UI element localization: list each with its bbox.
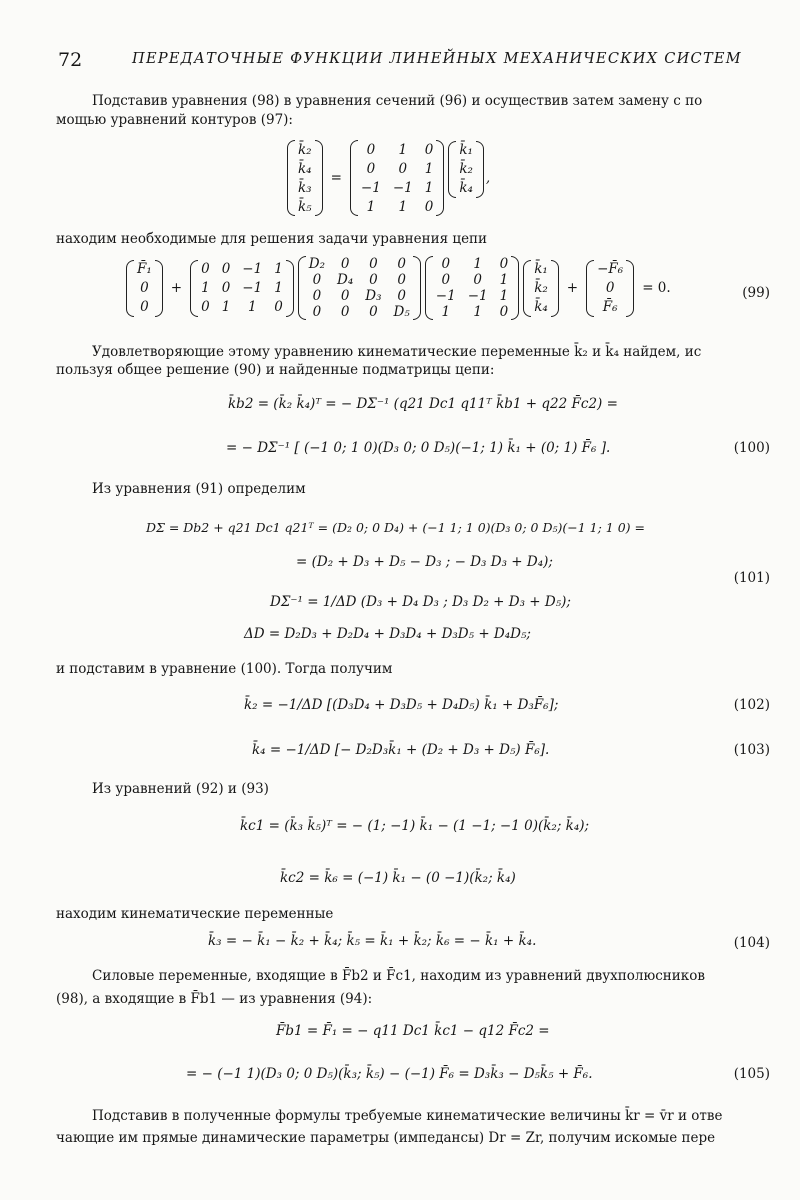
paragraph-7: находим кинематические переменные (56, 906, 334, 922)
equation-kc1: k̄c1 = (k̄₃ k̄₅)ᵀ = − (1; −1) k̄₁ − (1 −1; −1 0)(k̄₂; k̄₄); (240, 818, 590, 834)
equation-103: k̄₄ = −1/ΔD [− D₂D₃k̄₁ + (D₂ + D₃ + D₅) F̄₆]. (252, 742, 550, 758)
q_contour-cell: 0 (499, 304, 509, 320)
paragraph-4: Из уравнения (91) определим (92, 481, 306, 497)
equation-kc2: k̄c2 = k̄₆ = (−1) k̄₁ − (0 −1)(k̄₂; k̄₄) (280, 870, 516, 886)
paragraph-8-line-2: (98), а входящие в F̄b1 — из уравнения (94): (56, 991, 373, 1007)
q_contour-cell: 0 (424, 141, 434, 158)
q_contour-cell: 0 (424, 198, 434, 215)
paragraph-5: и подставим в уравнение (100). Тогда получим (56, 661, 393, 677)
q_cut-cell: 0 (221, 280, 231, 296)
paragraph-9-line-2: чающие им прямые динамические параметры (импедансы) Dr = Zr, получим искомые пере (56, 1130, 716, 1146)
vec_F-cell: 0 (140, 280, 149, 296)
q_cut-cell: 1 (247, 299, 257, 315)
equation-number-103: (103) (733, 742, 770, 758)
q_contour-cell: −1 (392, 179, 413, 196)
D_diag-cell: D₂ (308, 256, 326, 272)
D_diag-cell: 0 (340, 288, 350, 304)
D_diag-cell: 0 (369, 272, 378, 288)
eq99-equals-zero: = 0. (642, 280, 671, 296)
paragraph-6: Из уравнений (92) и (93) (92, 781, 269, 797)
matrix-q-contour-2 (425, 256, 519, 320)
equation-97: k̄₂ k̄₄ k̄₃ k̄₅ = 0 1 0 0 0 1 −1 −1 1 1 1 0 k̄₁ k̄₂ k̄₄ , (285, 140, 490, 216)
q_contour-cell: 1 (473, 304, 482, 320)
q_contour-cell: 1 (398, 198, 408, 215)
equation-105-line-2: = − (−1 1)(D₃ 0; 0 D₅)(k̄₃; k̄₅) − (−1) F̄₆ = D₃k̄₃ − D₅k̄₅ + F̄₆. (186, 1066, 593, 1082)
D_diag-cell: 0 (397, 288, 406, 304)
vec_k124-cell: k̄₂ (459, 161, 473, 177)
q_cut-cell: −1 (242, 280, 263, 296)
paragraph-1-line-2: мощью уравнений контуров (97): (56, 112, 293, 128)
vec_F6-cell: −F̄₆ (597, 261, 624, 277)
running-title: ПЕРЕДАТОЧНЫЕ ФУНКЦИИ ЛИНЕЙНЫХ МЕХАНИЧЕСКИХ СИСТЕМ (132, 51, 742, 67)
q_contour-cell: 1 (424, 179, 434, 196)
vec_k2435-cell: k̄₃ (298, 179, 312, 196)
q_cut-cell: 1 (274, 280, 283, 296)
q_contour-cell: 0 (398, 160, 408, 177)
equation-101-line-1: DΣ = Db2 + q21 Dc1 q21ᵀ = (D₂ 0; 0 D₄) + (−1 1; 1 0)(D₃ 0; 0 D₅)(−1 1; 1 0) = (146, 520, 646, 535)
page-number: 72 (58, 49, 83, 71)
equation-102: k̄₂ = −1/ΔD [(D₃D₄ + D₃D₅ + D₄D₅) k̄₁ + D₃F̄₆]; (244, 697, 559, 713)
paragraph-2: находим необходимые для решения задачи уравнения цепи (56, 231, 488, 247)
D_diag-cell: 0 (369, 304, 378, 320)
q_cut-cell: −1 (242, 261, 263, 277)
paragraph-3-line-2: пользуя общее решение (90) и найденные подматрицы цепи: (56, 362, 495, 378)
q_contour-cell: −1 (360, 179, 381, 196)
vec_k124-cell: k̄₄ (459, 180, 473, 196)
q_cut-cell: 1 (274, 261, 283, 277)
q_contour-cell: −1 (435, 288, 456, 304)
q_cut-cell: 0 (274, 299, 283, 315)
q_cut-cell: 0 (201, 299, 210, 315)
D_diag-cell: 0 (312, 304, 322, 320)
equation-101-line-4: ΔD = D₂D₃ + D₂D₄ + D₃D₄ + D₃D₅ + D₄D₅; (244, 626, 531, 642)
q_cut-cell: 0 (201, 261, 210, 277)
eq97-comma: , (485, 170, 491, 186)
equation-number-101: (101) (733, 570, 770, 586)
q_contour-cell: 1 (499, 288, 509, 304)
vec_k124-cell: k̄₁ (534, 261, 548, 277)
D_diag-cell: D₅ (393, 304, 410, 320)
matrix-F (126, 260, 163, 317)
matrix-k124-2 (523, 260, 559, 317)
equation-99: F̄₁ 0 0 + 0 0 −1 1 1 0 −1 1 0 1 1 0 D₂ 0 0 0 0 D₄ 0 0 0 0 D₃ 0 0 0 0 D₅ 0 1 0 0 0 1 −1 −1 1 1 1 0 k̄₁ k̄₂ k̄₄ + −F̄₆ 0 F̄₆ = 0. (124, 256, 677, 320)
q_cut-cell: 1 (201, 280, 210, 296)
matrix-k124 (448, 141, 484, 198)
q_contour-cell: 0 (499, 256, 509, 272)
q_cut-cell: 0 (221, 261, 231, 277)
q_contour-cell: 0 (473, 272, 482, 288)
vec_k124-cell: k̄₁ (459, 142, 473, 158)
D_diag-cell: D₄ (337, 272, 354, 288)
vec_F-cell: 0 (140, 299, 149, 315)
equation-number-105: (105) (733, 1066, 770, 1082)
equation-number-104: (104) (733, 935, 770, 951)
q_contour-cell: 1 (366, 198, 376, 215)
q_contour-cell: 1 (424, 160, 434, 177)
q_contour-cell: 1 (473, 256, 482, 272)
D_diag-cell: 0 (369, 256, 378, 272)
vec_k2435-cell: k̄₂ (298, 141, 312, 158)
equation-101-line-2: = (D₂ + D₃ + D₅ − D₃ ; − D₃ D₃ + D₄); (296, 554, 553, 570)
matrix-q-contour (350, 140, 444, 216)
matrix-q-cut (190, 260, 294, 317)
equation-100-line-1: k̄b2 = (k̄₂ k̄₄)ᵀ = − DΣ⁻¹ (q21 Dc1 q11ᵀ k̄b1 + q22 F̄c2) = (228, 396, 618, 412)
matrix-D-diag (298, 256, 421, 320)
q_contour-cell: 0 (441, 272, 451, 288)
q_contour-cell: 0 (366, 141, 376, 158)
D_diag-cell: 0 (340, 256, 350, 272)
D_diag-cell: 0 (397, 256, 406, 272)
q_cut-cell: 1 (221, 299, 231, 315)
equation-101-line-3: DΣ⁻¹ = 1/ΔD (D₃ + D₄ D₃ ; D₃ D₂ + D₃ + D₅); (270, 594, 571, 610)
D_diag-cell: D₃ (365, 288, 382, 304)
vec_k2435-cell: k̄₄ (298, 160, 312, 177)
q_contour-cell: 1 (499, 272, 509, 288)
D_diag-cell: 0 (397, 272, 406, 288)
equation-105-line-1: F̄b1 = F̄₁ = − q11 Dc1 k̄c1 − q12 F̄c2 = (276, 1023, 550, 1039)
matrix-k2435 (287, 140, 323, 216)
D_diag-cell: 0 (312, 272, 322, 288)
vec_F6-cell: 0 (605, 280, 615, 296)
equation-100-line-2: = − DΣ⁻¹ [ (−1 0; 1 0)(D₃ 0; 0 D₅)(−1; 1) k̄₁ + (0; 1) F̄₆ ]. (226, 440, 611, 456)
equation-104: k̄₃ = − k̄₁ − k̄₂ + k̄₄; k̄₅ = k̄₁ + k̄₂; k̄₆ = − k̄₁ + k̄₄. (208, 933, 537, 949)
equation-number-100: (100) (733, 440, 770, 456)
D_diag-cell: 0 (312, 288, 322, 304)
q_contour-cell: 1 (398, 141, 408, 158)
vec_k124-cell: k̄₂ (534, 280, 548, 296)
q_contour-cell: 0 (441, 256, 451, 272)
vec_F-cell: F̄₁ (137, 261, 152, 277)
q_contour-cell: −1 (467, 288, 488, 304)
vec_F6-cell: F̄₆ (602, 299, 618, 315)
equation-number-99: (99) (742, 285, 770, 301)
D_diag-cell: 0 (340, 304, 350, 320)
vec_k2435-cell: k̄₅ (298, 198, 312, 215)
q_contour-cell: 0 (366, 160, 376, 177)
matrix-F6 (586, 260, 634, 317)
paragraph-3-line-1: Удовлетворяющие этому уравнению кинематические переменные k̄₂ и k̄₄ найдем, ис (92, 344, 702, 360)
paragraph-8-line-1: Силовые переменные, входящие в F̄b2 и F̄c1, находим из уравнений двухполюсников (92, 968, 705, 984)
vec_k124-cell: k̄₄ (534, 299, 548, 315)
paragraph-1-line-1: Подставив уравнения (98) в уравнения сечений (96) и осуществив затем замену с по (92, 93, 703, 109)
paragraph-9-line-1: Подставив в полученные формулы требуемые кинематические величины k̄r = v̄r и отве (92, 1108, 723, 1124)
equation-number-102: (102) (733, 697, 770, 713)
q_contour-cell: 1 (441, 304, 451, 320)
